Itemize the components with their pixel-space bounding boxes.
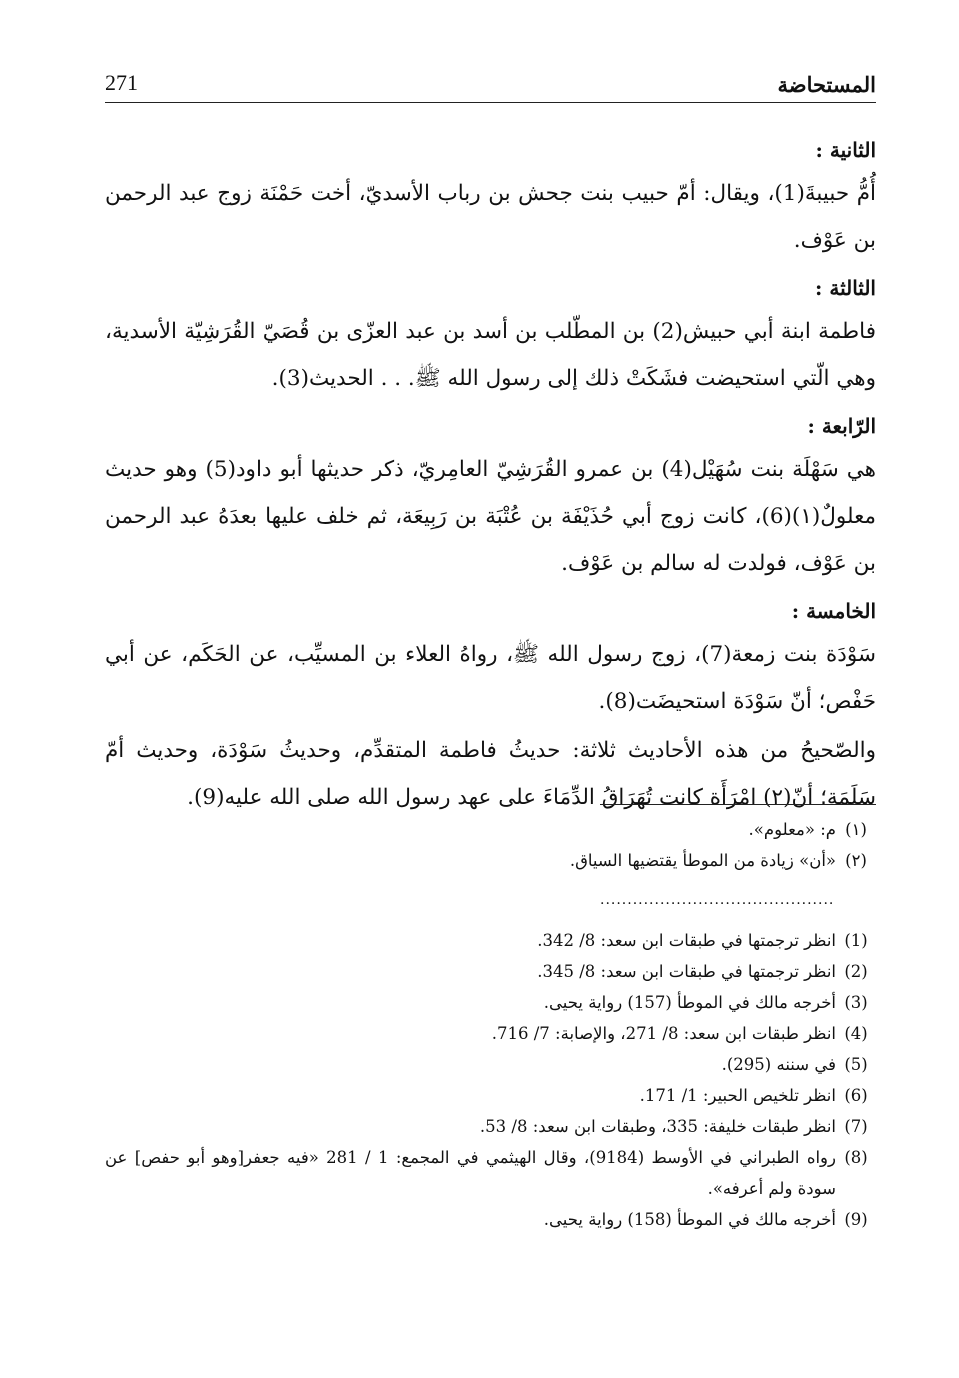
footnote-number: (3) bbox=[844, 993, 868, 1012]
chapter-title: المستحاضة bbox=[777, 72, 876, 97]
section-text-second: أُمُّ حبيبةَ(1)، ويقال: أمّ حبيب بنت جحش بن رباب الأسديّ، أخت حَمْنَة زوج عبد الرحمن بن عَوْف. bbox=[105, 181, 877, 253]
editor-note-number: (١) bbox=[845, 820, 867, 839]
page-number: 271 bbox=[105, 70, 138, 95]
footnote bbox=[105, 1142, 876, 1204]
footnote-text: في سننه (295). bbox=[721, 1055, 836, 1074]
footnote-text: انظر ترجمتها في طبقات ابن سعد: 8/ 345. bbox=[537, 962, 836, 981]
footnote-text: انظر طبقات ابن سعد: 8/ 271، والإصابة: 7/ 716. bbox=[491, 1024, 836, 1043]
footnote bbox=[105, 1080, 876, 1111]
footnote-number: (1) bbox=[844, 931, 868, 950]
editor-note-text: «أن» زيادة من الموطأ يقتضيها السياق. bbox=[569, 851, 836, 870]
footnote bbox=[105, 1018, 876, 1049]
editor-note-text: م: «معلوم». bbox=[748, 820, 836, 839]
footnote-divider bbox=[600, 804, 876, 805]
footnote-number: (6) bbox=[844, 1086, 868, 1105]
main-text bbox=[105, 126, 876, 821]
footnote-number: (9) bbox=[844, 1210, 868, 1229]
footnote-number: (5) bbox=[844, 1055, 868, 1074]
footnote bbox=[105, 1049, 876, 1080]
section-text-fifth: سَوْدَة بنت زمعة(7)، زوج رسول الله ﷺ، رواهُ العلاء بن المسيِّب، عن الحَكَم، عن أبي حَفْص؛ أنّ سَوْدَة استحيضَت(8). bbox=[105, 642, 876, 714]
footnotes bbox=[105, 925, 876, 1235]
footnote bbox=[105, 987, 876, 1018]
footnote bbox=[105, 925, 876, 956]
section-text-fourth: هي سَهْلَة بنت سُهَيْل(4) بن عمرو القُرَشِيّ العامِريّ، ذكر حديثها أبو داود(5) وهو حديث معلولٌ(١)(6)، كانت زوج أبي حُذَيْفَة بن عُتْبَة بن رَبِيعَة، ثم خلف عليها بعدَهُ عبد الرحمن بن عَوْف، فولدت له سالم بن عَوْف. bbox=[105, 457, 876, 576]
editor-note bbox=[105, 845, 876, 876]
footnote-text: أخرجه مالك في الموطأ (157) رواية يحيى. bbox=[543, 993, 836, 1012]
section-text-third: فاطمة ابنة أبي حبيش(2) بن المطّلب بن أسد بن عبد العزّى بن قُصَيّ القُرَشِيّة الأسدية، وهي الّتي استحيضت فشَكَتْ ذلك إلى رسول الله ﷺ. . . الحديث(3). bbox=[105, 319, 876, 391]
footnote-number: (7) bbox=[844, 1117, 868, 1136]
section-heading-fifth: الخامسة : bbox=[791, 599, 876, 623]
footnote-number: (4) bbox=[844, 1024, 868, 1043]
section-heading-fourth: الرّابعة : bbox=[807, 414, 876, 438]
footnote-text: انظر ترجمتها في طبقات ابن سعد: 8/ 342. bbox=[537, 931, 836, 950]
footnote-text: رواه الطبراني في الأوسط (9184)، وقال الهيثمي في المجمع: 1 / 281 «فيه جعفر[وهو أبو حفص] عن سودة ولم أعرفه». bbox=[105, 1148, 836, 1198]
footnote-number: (8) bbox=[844, 1148, 868, 1167]
dotted-separator: ........................................... bbox=[600, 892, 835, 908]
running-header bbox=[105, 64, 876, 103]
editor-notes bbox=[105, 814, 876, 876]
section-heading-second: الثانية : bbox=[815, 138, 876, 162]
footnote-text: انظر تلخيص الحبير: 1/ 171. bbox=[639, 1086, 836, 1105]
footnote-text: أخرجه مالك في الموطأ (158) رواية يحيى. bbox=[543, 1210, 836, 1229]
footnote-text: انظر طبقات خليفة: 335، وطبقات ابن سعد: 8/ 53. bbox=[479, 1117, 836, 1136]
footnote bbox=[105, 1111, 876, 1142]
section-heading-third: الثالثة : bbox=[815, 276, 876, 300]
closing-paragraph: والصّحيحُ من هذه الأحاديث ثلاثة: حديثُ فاطمة المتقدِّم، وحديثُ سَوْدَة، وحديث أمّ سَلَمَة؛ أنّ(٢) امْرَأَة كانت تُهَرَاقُ الدِّمَاءَ على عهد رسول الله صلى الله عليه(9). bbox=[105, 738, 876, 810]
footnote bbox=[105, 1204, 876, 1235]
footnote bbox=[105, 956, 876, 987]
footnote-number: (2) bbox=[844, 962, 868, 981]
editor-note bbox=[105, 814, 876, 845]
editor-note-number: (٢) bbox=[845, 851, 867, 870]
